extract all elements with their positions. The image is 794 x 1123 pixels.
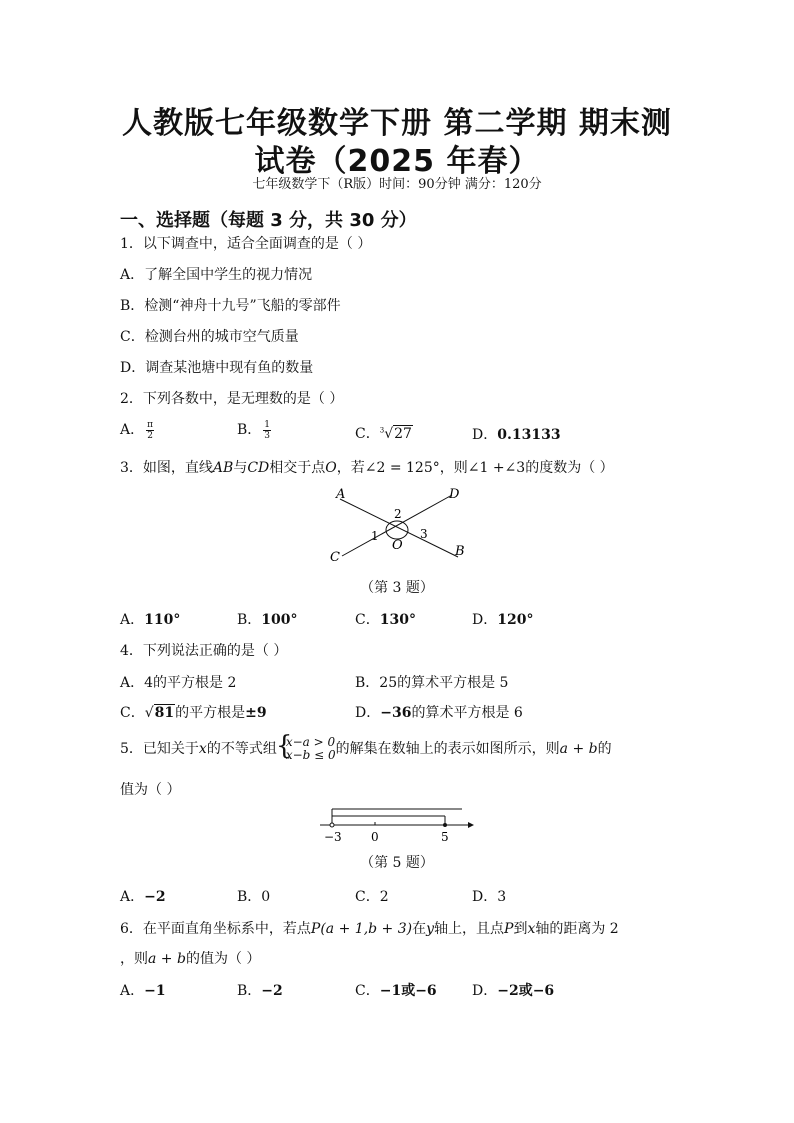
label-b: B (455, 544, 465, 559)
q2-stem: 2．下列各数中，是无理数的是（ ） (120, 391, 344, 407)
q6-stem (120, 918, 619, 938)
q1-option-a: A．了解全国中学生的视力情况 (120, 267, 313, 283)
numerator: 1 (264, 419, 271, 430)
stem-text: 相交于点 (269, 460, 326, 476)
q5-caption: （第 5 题） (360, 855, 434, 871)
q5-stem (120, 736, 612, 762)
q4-option-b: B．25的算术平方根是 5 (355, 675, 509, 691)
q1-option-c: C．检测台州的城市空气质量 (120, 329, 299, 345)
label-o: O (392, 538, 403, 553)
q5-option-a (120, 886, 166, 906)
stem-text: ，则 (120, 951, 148, 967)
option-label: A． (120, 422, 145, 438)
q6-option-c (355, 980, 437, 1000)
q4-option-a: A．4的平方根是 2 (120, 675, 237, 691)
option-label: D． (472, 612, 498, 628)
root-index: 3 (379, 426, 385, 435)
label-d: D (449, 487, 460, 502)
q2-option-a (120, 419, 156, 441)
q6-stem-line2 (120, 948, 260, 968)
q4-option-d (355, 702, 523, 722)
label-angle-1: 1 (371, 529, 379, 543)
option-value: 100° (261, 612, 298, 628)
stem-text: 5．已知关于 (120, 741, 199, 757)
q3-caption: （第 3 题） (360, 580, 434, 596)
point-p: P(a + 1,b + 3) (310, 921, 413, 937)
option-label: C． (120, 705, 145, 721)
radicand: 27 (394, 426, 412, 442)
stem-text: 轴上，且点 (434, 921, 505, 937)
tick-label-five: 5 (441, 830, 449, 844)
stem-text: ，若∠2 = 125°，则∠1 +∠3的度数为（ ） (336, 460, 614, 476)
expression: a + b (148, 951, 186, 967)
fraction (146, 420, 154, 441)
option-label: C． (355, 426, 380, 442)
q3-option-a (120, 609, 180, 629)
stem-text: 轴的距离为 2 (535, 921, 619, 937)
stem-text: 的 (597, 741, 612, 757)
q5-option-b: B．0 (237, 889, 271, 905)
option-label: C． (355, 612, 380, 628)
q4-option-c (120, 702, 267, 722)
option-value: −36 (380, 705, 412, 721)
radical-sign: √ (384, 426, 394, 442)
label-c: C (330, 550, 340, 565)
q5-option-c: C．2 (355, 889, 389, 905)
expression: a + b (559, 741, 598, 757)
option-label: B． (237, 612, 262, 628)
q6-option-d (472, 980, 554, 1000)
q5-option-d: D．3 (472, 889, 507, 905)
option-value: −2或−6 (497, 983, 555, 999)
tick-label-zero: 0 (371, 830, 379, 844)
q3-stem (120, 457, 614, 477)
option-label: C． (355, 983, 380, 999)
radical-sign: √ (144, 705, 154, 721)
q5-number-line (318, 805, 476, 847)
variable-x: x (198, 741, 207, 757)
stem-text: 3．如图，直线 (120, 460, 213, 476)
label-a: A (336, 487, 346, 502)
axis-arrow (468, 822, 474, 828)
q3-option-b (237, 609, 298, 629)
option-label: A． (120, 889, 145, 905)
option-label: B． (237, 983, 262, 999)
stem-text: 6．在平面直角坐标系中，若点 (120, 921, 311, 937)
q2-option-c (355, 423, 413, 443)
line-ab: AB (212, 460, 234, 476)
page-title-line2: 试卷（2025 年春） (254, 144, 540, 179)
q1-option-b: B．检测“神舟十九号”飞船的零部件 (120, 298, 341, 314)
exam-info: 七年级数学下（R版）时间：90分钟 满分：120分 (252, 177, 542, 192)
option-value: 130° (379, 612, 416, 628)
q3-option-d (472, 609, 533, 629)
inequality-system (277, 736, 336, 762)
option-label: D． (472, 983, 498, 999)
numerator: π (147, 419, 154, 430)
inequality-2: x−b ≤ 0 (285, 748, 336, 762)
option-text: 的平方根是 (175, 705, 246, 721)
fraction (263, 420, 271, 441)
tick-label-neg3: −3 (324, 830, 342, 844)
open-point (330, 823, 334, 827)
variable-y: y (426, 921, 435, 937)
line-cd: CD (247, 460, 270, 476)
option-label: D． (472, 427, 498, 443)
option-value: −2 (144, 889, 166, 905)
stem-text: 到 (513, 921, 528, 937)
option-value: 0.13133 (497, 427, 561, 443)
q6-option-b (237, 980, 283, 1000)
option-value: 110° (144, 612, 181, 628)
q2-option-d (472, 424, 561, 444)
option-value: 120° (497, 612, 534, 628)
option-value: −1或−6 (379, 983, 437, 999)
option-value: −1 (144, 983, 166, 999)
variable-p: P (504, 921, 514, 937)
stem-text: 的值为（ ） (185, 951, 261, 967)
point-o: O (325, 460, 337, 476)
section-heading: 一、选择题（每题 3 分，共 30 分） (120, 210, 417, 231)
stem-text: 在 (412, 921, 427, 937)
q6-option-a (120, 980, 166, 1000)
q1-option-d: D．调查某池塘中现有鱼的数量 (120, 360, 314, 376)
denominator: 2 (147, 430, 153, 441)
option-text: 的算术平方根是 6 (411, 705, 523, 721)
inequality-1: { x−a > 0 (285, 735, 336, 749)
denominator: 3 (264, 430, 271, 441)
option-label: A． (120, 612, 145, 628)
q1-stem: 1．以下调查中，适合全面调查的是（ ） (120, 236, 372, 252)
q5-stem-line2: 值为（ ） (120, 782, 181, 798)
q4-stem: 4．下列说法正确的是（ ） (120, 643, 288, 659)
label-angle-3: 3 (420, 527, 428, 541)
option-label: B． (237, 422, 262, 438)
option-value: ±9 (245, 705, 267, 721)
option-label: A． (120, 983, 145, 999)
page-title-line1: 人教版七年级数学下册 第二学期 期末测 (122, 106, 672, 141)
q3-figure (322, 483, 472, 568)
q3-option-c (355, 609, 416, 629)
stem-text: 与 (233, 460, 248, 476)
closed-point (443, 823, 447, 827)
radicand: 81 (154, 705, 175, 721)
option-value: −2 (261, 983, 283, 999)
label-angle-2: 2 (394, 507, 402, 521)
option-label: D． (355, 705, 381, 721)
stem-text: 的不等式组 (206, 741, 277, 757)
variable-x: x (527, 921, 536, 937)
stem-text: 的解集在数轴上的表示如图所示，则 (335, 741, 560, 757)
q2-option-b (237, 419, 273, 441)
